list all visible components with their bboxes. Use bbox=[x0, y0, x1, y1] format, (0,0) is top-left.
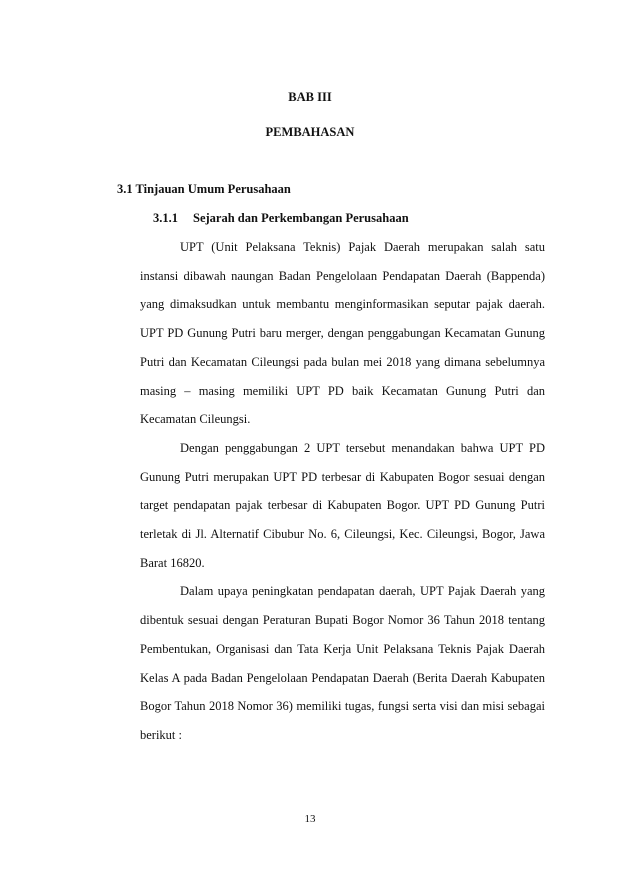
chapter-title: PEMBAHASAN bbox=[265, 125, 355, 139]
subsection-title: Sejarah dan Perkembangan Perusahaan bbox=[193, 211, 409, 225]
paragraph: Dalam upaya peningkatan pendapatan daerah, UPT Pajak Daerah yang dibentuk sesuai dengan Peraturan Bupati Bogor Nomor 36 Tahun 2018 tentang Pembentukan, Organisasi dan Tata Kerja Unit Pelaksana Teknis Pajak Daerah Kelas A pada Badan Pengelolaan Pendapatan Daerah (Berita Daerah Kabupaten Bogor Tahun 2018 Nomor 36) memiliki tugas, fungsi serta visi dan misi sebagai berikut : bbox=[140, 584, 545, 742]
page-number: 13 bbox=[304, 813, 316, 825]
section-heading: 3.1 Tinjauan Umum Perusahaan bbox=[117, 182, 291, 196]
subsection-number: 3.1.1 bbox=[153, 211, 178, 225]
body-text bbox=[140, 233, 545, 750]
paragraph: Dengan penggabungan 2 UPT tersebut menandakan bahwa UPT PD Gunung Putri merupakan UPT PD terbesar di Kabupaten Bogor sesuai dengan target pendapatan pajak terbesar di Kabupaten Bogor. UPT PD Gunung Putri terletak di Jl. Alternatif Cibubur No. 6, Cileungsi, Kec. Cileungsi, Bogor, Jawa Barat 16820. bbox=[140, 440, 545, 570]
subsection-heading bbox=[153, 211, 409, 226]
paragraph: UPT (Unit Pelaksana Teknis) Pajak Daerah merupakan salah satu instansi dibawah naungan Badan Pengelolaan Pendapatan Daerah (Bappenda) yang dimaksudkan untuk membantu menginformasikan seputar pajak daerah. UPT PD Gunung Putri baru merger, dengan penggabungan Kecamatan Gunung Putri dan Kecamatan Cileungsi pada bulan mei 2018 yang dimana sebelumnya masing – masing memiliki UPT PD baik Kecamatan Gunung Putri dan Kecamatan Cileungsi. bbox=[140, 240, 545, 427]
chapter-number: BAB III bbox=[288, 90, 332, 104]
